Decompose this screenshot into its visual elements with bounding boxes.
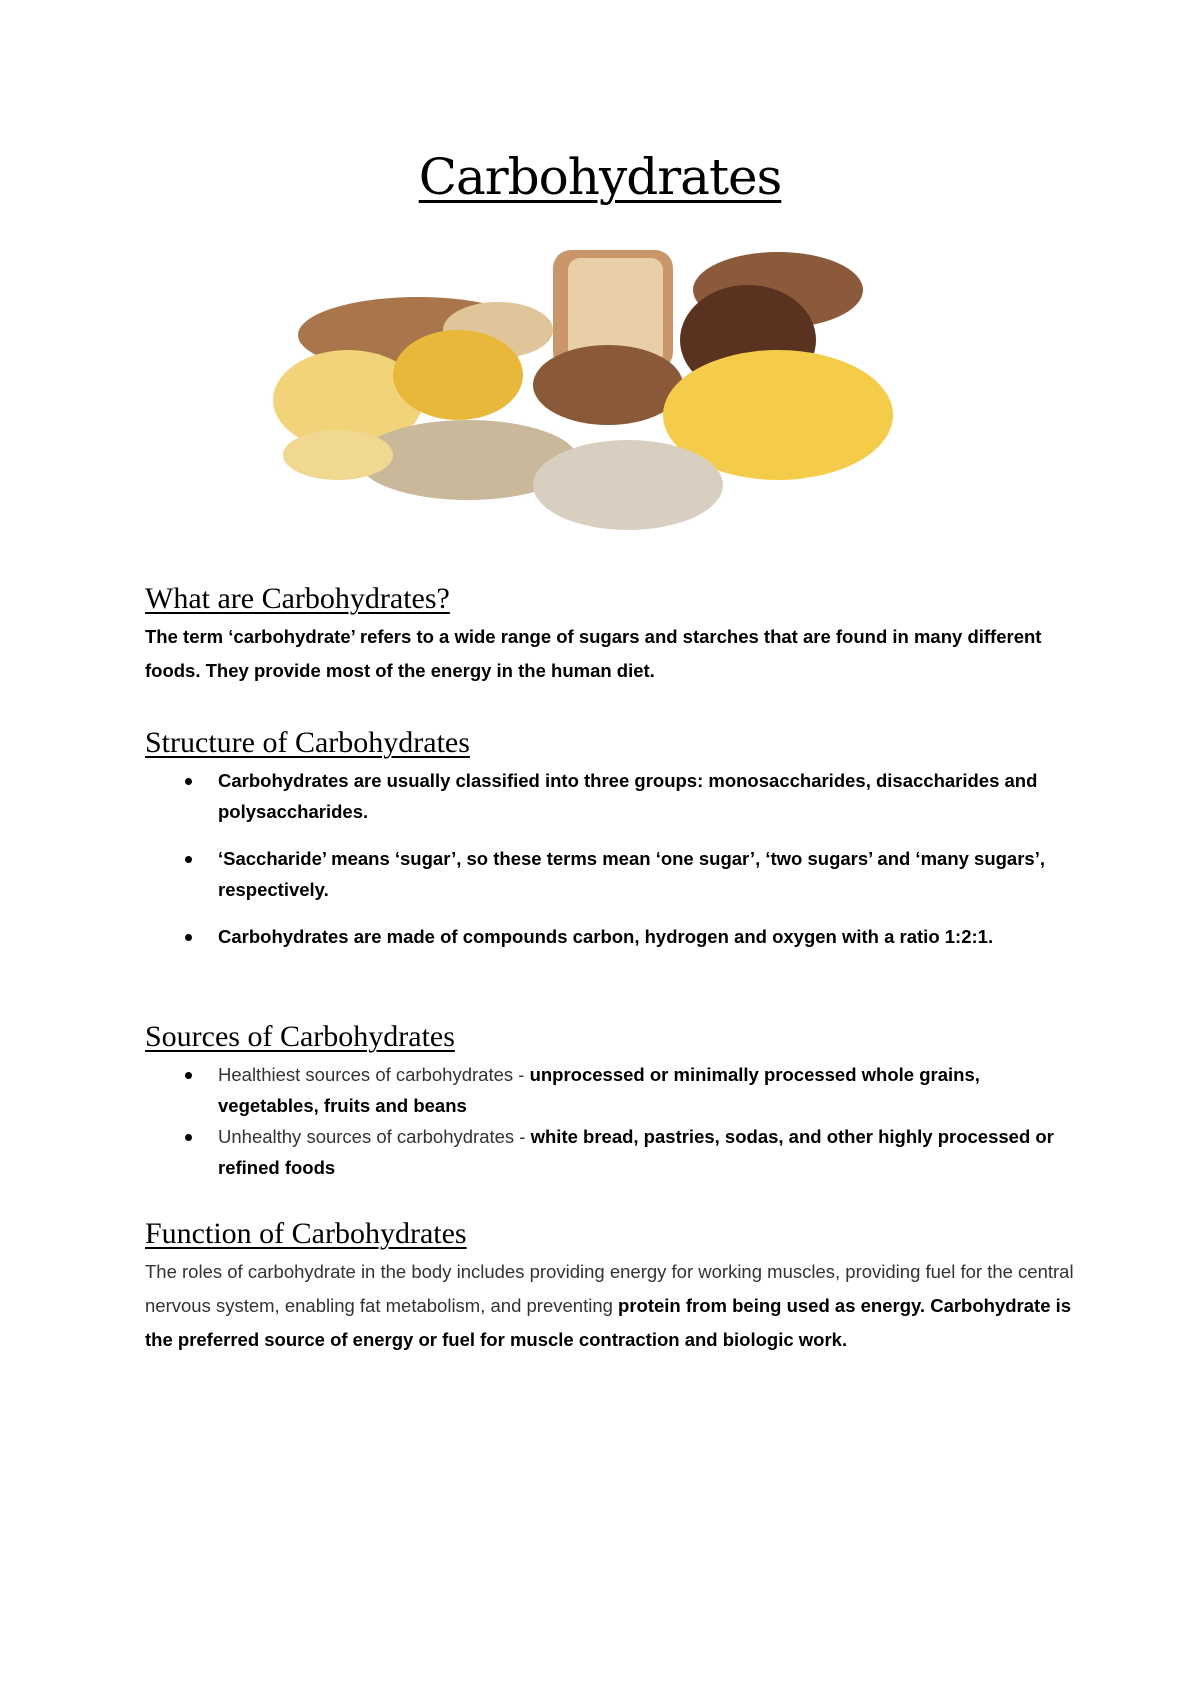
function-text-bold: protein from being used as energy. Carbohydrate is the preferred source of energy or fuel for muscle contraction and biologic work. xyxy=(145,1295,1072,1350)
source-examples: unprocessed or minimally processed whole grains, vegetables, fruits and beans xyxy=(218,1064,980,1116)
carbohydrate-foods-photo xyxy=(268,240,948,540)
heading-what: What are Carbohydrates? xyxy=(145,582,450,615)
source-examples: white bread, pastries, sodas, and other highly processed or refined foods xyxy=(218,1126,1054,1178)
section-what xyxy=(145,580,1075,688)
grains xyxy=(533,440,723,530)
list-item xyxy=(145,1059,1075,1121)
source-label: Unhealthy sources of carbohydrates - xyxy=(218,1126,531,1147)
what-text: The term ‘carbohydrate’ refers to a wide range of sugars and starches that are found in many different foods. They provide most of the energy in the human diet. xyxy=(145,626,1042,681)
section-structure xyxy=(145,724,1075,968)
section-function xyxy=(145,1215,1075,1357)
heading-structure: Structure of Carbohydrates xyxy=(145,726,470,759)
list-item: Carbohydrates are made of compounds carbon, hydrogen and oxygen with a ratio 1:2:1. xyxy=(145,921,1075,952)
list-item xyxy=(145,1121,1075,1183)
sources-list xyxy=(145,1059,1075,1183)
list-item: ‘Saccharide’ means ‘sugar’, so these terms mean ‘one sugar’, ‘two sugars’ and ‘many sugars’, respectively. xyxy=(145,843,1075,905)
heading-function: Function of Carbohydrates xyxy=(145,1217,467,1250)
list-item: Carbohydrates are usually classified into three groups: monosaccharides, disaccharides and polysaccharides. xyxy=(145,765,1075,827)
heading-sources: Sources of Carbohydrates xyxy=(145,1020,455,1053)
function-text xyxy=(145,1255,1075,1357)
buckwheat xyxy=(533,345,683,425)
source-label: Healthiest sources of carbohydrates - xyxy=(218,1064,530,1085)
spaghetti xyxy=(283,430,393,480)
structure-list xyxy=(145,765,1075,952)
page-title: Carbohydrates xyxy=(418,148,782,206)
section-sources xyxy=(145,1018,1075,1183)
function-text-light: The roles of carbohydrate in the body includes providing energy for working muscles, providing fuel for the central nervous system, enabling fat metabolism, and preventing xyxy=(145,1261,1074,1316)
noodles xyxy=(393,330,523,420)
